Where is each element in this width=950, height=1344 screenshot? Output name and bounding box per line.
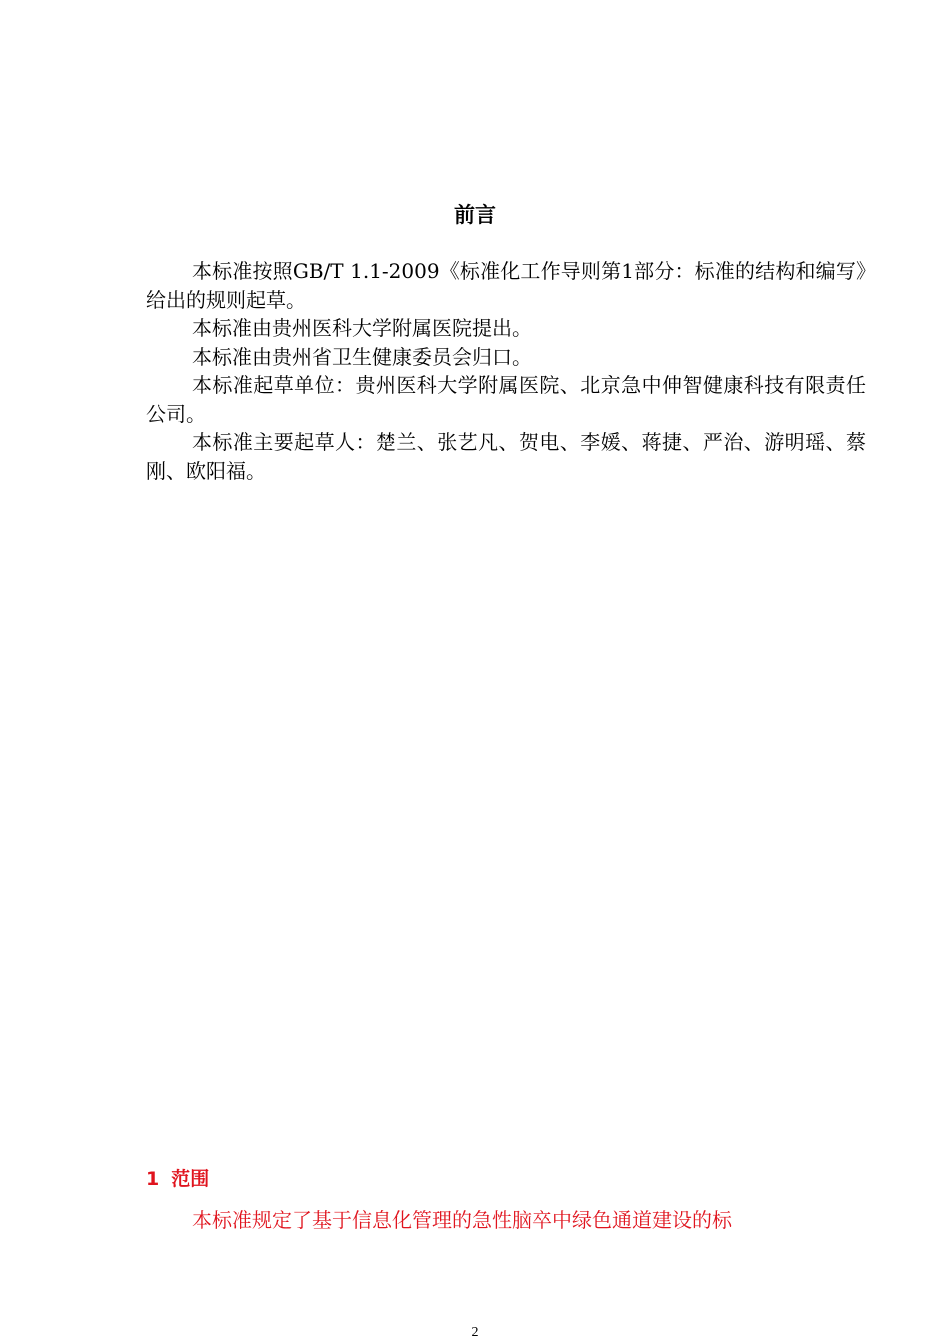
section-1-heading (146, 1164, 209, 1194)
section-1-text: 本标准规定了基于信息化管理的急性脑卒中绿色通道建设的标 (192, 1208, 732, 1232)
foreword-paragraph-proposer: 本标准由贵州医科大学附属医院提出。 (192, 316, 532, 340)
foreword-paragraph-drafting-units: 本标准起草单位：贵州医科大学附属医院、北京急中伸智健康科技有限责任公司。 (146, 373, 866, 426)
page-number: 2 (471, 1325, 479, 1340)
foreword-paragraph-administrator: 本标准由贵州省卫生健康委员会归口。 (192, 344, 532, 369)
foreword-paragraph-drafters: 本标准主要起草人：楚兰、张艺凡、贺电、李媛、蒋捷、严治、游明瑶、蔡刚、欧阳福。 (146, 430, 866, 483)
section-1-number: 1 (146, 1168, 160, 1190)
section-1-title: 范围 (171, 1168, 210, 1190)
foreword-paragraph-drafting-rules: 本标准按照GB/T 1.1-2009《标准化工作导则第1部分：标准的结构和编写》给出的规则起草。 (146, 259, 866, 312)
foreword-body (146, 257, 866, 485)
foreword-heading: 前言 (454, 203, 496, 227)
